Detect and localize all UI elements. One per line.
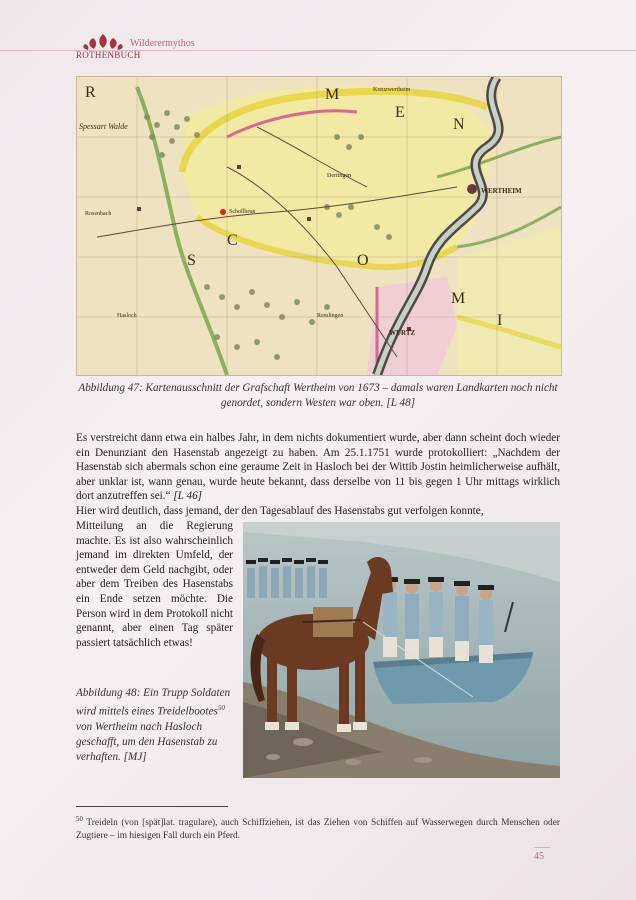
figure-47-caption: Abbildung 47: Kartenausschnitt der Grafschaft Wertheim von 1673 – damals waren Landkarten noch nicht genordet, sondern Westen war oben. [L 48] (78, 382, 558, 409)
figure-48-caption: Abbildung 48: Ein Trupp Soldaten wird mittels eines Treidelbootes$^{50}$ von Wertheim nach Hasloch geschafft, um den Hasenstab zu verhaften. [MJ] (76, 687, 231, 763)
map-label-spessart: Spessart Walde (79, 122, 128, 131)
map-label-wertheim: WERTHEIM (481, 187, 522, 195)
figure-47-ref: [L 48] (386, 397, 416, 409)
soldiers-tow-boat-image (243, 522, 560, 778)
footnote-50: $^{50}$ Treideln (von [spät]lat. tragulare), auch Schiffziehen, ist das Ziehen von Schiffen auf Wasserwegen durch Menschen oder Zugtiere – im hiesigen Fall durch ein Pferd. (76, 815, 560, 841)
map-letter-o: O (357, 252, 369, 269)
paragraph-3: Mitteilung an die Regierung machte. Es ist also wahrscheinlich jemand im direkten Umfeld, der entweder dem Geld nachgibt, oder aber dem Treiben des Hasenstabs ein Ende setzen möchte. Die Person wird in dem Protokoll nicht genannt, aber einen Tag später passiert tatsächlich etwas! (76, 520, 233, 649)
map-label-haslach: Hasloch (117, 313, 137, 319)
map-letter-e: E (395, 104, 405, 121)
section-title: Wilderermythos (130, 38, 195, 49)
map-letter-m1: M (325, 86, 340, 103)
map-wertheim-1673 (76, 76, 562, 376)
map-label-rosenbach: Rosenbach (85, 211, 112, 217)
map-label-schollbrun: Schollbrun (229, 209, 256, 215)
paragraph-2: Hier wird deutlich, dass jemand, der den Tagesablauf des Hasenstabs gut verfolgen konnte, (76, 505, 484, 517)
footnote-divider (76, 806, 228, 807)
paragraph-1-ref: [L 46] (173, 490, 203, 503)
map-label-dertingen: Dertingen (327, 173, 351, 179)
map-letter-i: I (497, 312, 503, 329)
map-letter-s: S (187, 252, 196, 269)
map-letter-c: C (227, 232, 238, 249)
map-label-remlingen: Remlingen (317, 313, 344, 319)
map-letter-r: R (85, 84, 96, 101)
brand-name: ROTHENBUCH (76, 50, 141, 60)
footnote-number: 50 (76, 815, 83, 823)
map-letter-n: N (453, 116, 465, 133)
figure-48-ref: [MJ] (123, 750, 147, 763)
paragraph-1: Es verstreicht dann etwa ein halbes Jahr, in dem nichts dokumentiert wurde, aber dann scheint doch wieder ein Denunziant den Hasenstab angezeigt zu haben. Am 25.1.1751 wurde protokolliert: „Nachdem der Hasenstab sich abermals schon eine geraume Zeit in Hasloch bei der Wittib Jostin heimlicherweise aufhält, aber unklar ist, wann genau, wurde heute bekannt, dass derselbe von 11 bis gegen 1 Uhr mittags wirklich dort anzutreffen sei.“ [L 46] (76, 432, 560, 503)
map-letter-m2: M (451, 290, 466, 307)
page-number-rule (534, 847, 550, 848)
map-label-wurtz: WURTZ (389, 329, 416, 337)
page-number: 45 (534, 851, 544, 862)
map-label-kreuzwertheim: Kreuzwertheim (373, 87, 411, 93)
footnote-marker[interactable]: 50 (217, 704, 225, 712)
